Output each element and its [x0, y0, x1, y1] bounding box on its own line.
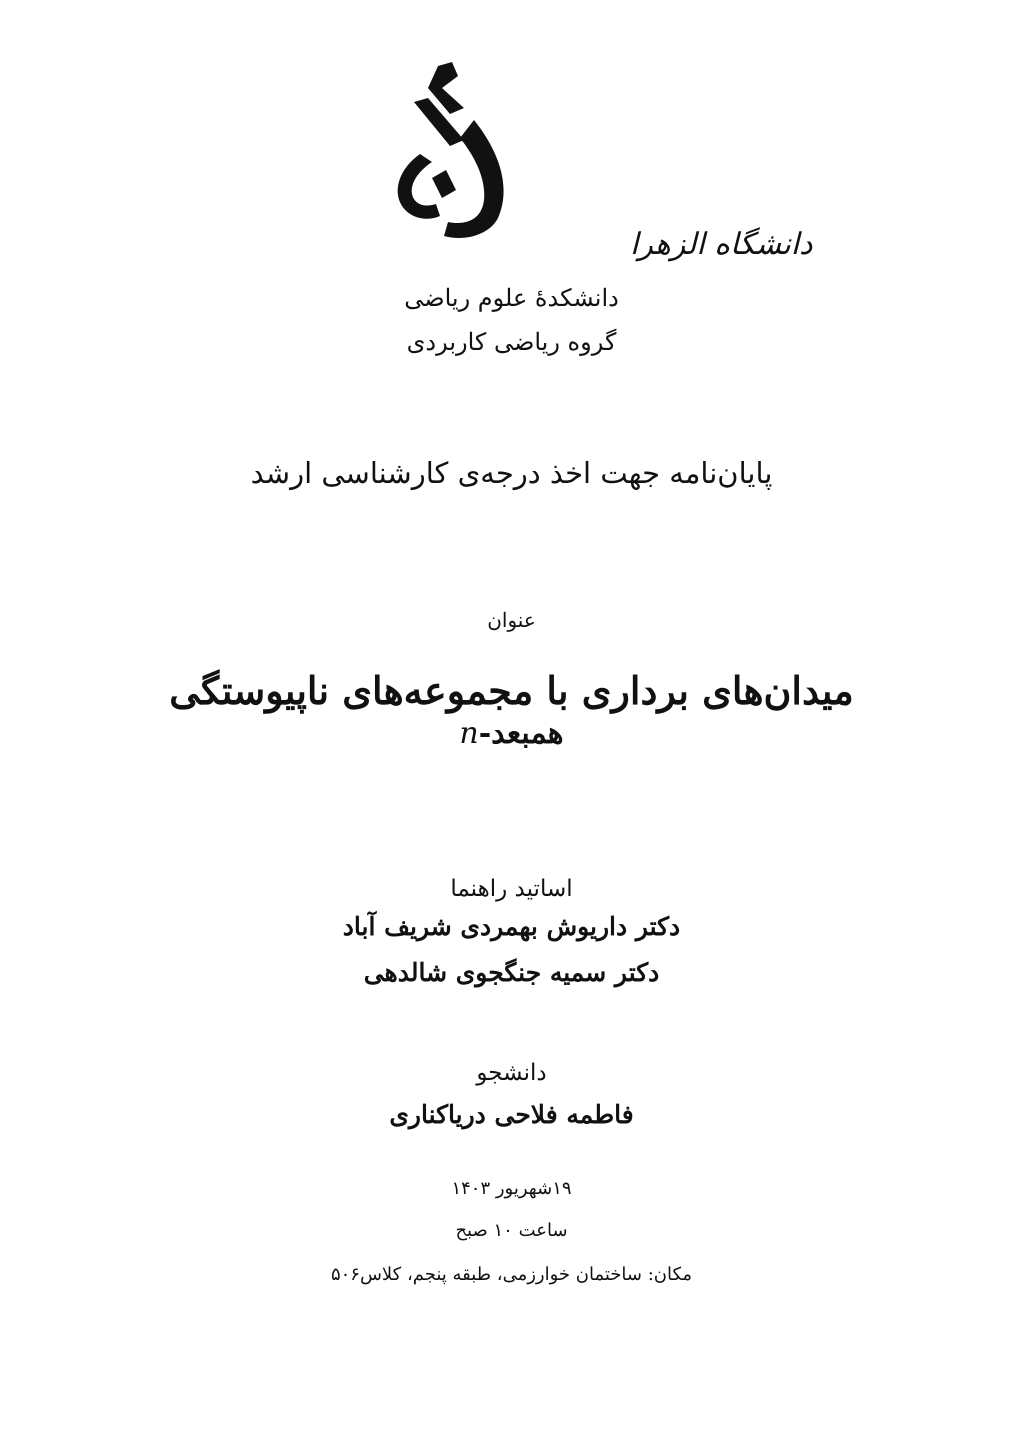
degree-statement: پایان‌نامه جهت اخذ درجه‌ی کارشناسی ارشد: [250, 456, 773, 490]
defense-location: مکان: ساختمان خوارزمی، طبقه پنجم، کلاس۵۰۶: [330, 1264, 693, 1285]
defense-time: ساعت ۱۰ صبح: [455, 1220, 568, 1241]
advisor-name-2: دکتر سمیه جنگجوی شالدهی: [363, 958, 660, 987]
student-name: فاطمه فلاحی دریاکناری: [389, 1100, 634, 1129]
alzahra-calligraphy-icon: [398, 62, 504, 238]
alzahra-university-logo: [380, 58, 813, 268]
advisors-label: اساتید راهنما: [450, 876, 573, 902]
title-label: عنوان: [487, 608, 536, 632]
advisor-name-1: دکتر داریوش بهمردی شریف آباد: [342, 912, 681, 941]
thesis-title-word: همبعد-: [478, 716, 564, 751]
student-label: دانشجو: [476, 1060, 547, 1086]
thesis-title-line1: میدان‌های برداری با مجموعه‌های ناپیوستگی: [169, 668, 854, 713]
logo-wordmark: دانشگاه الزهرا: [630, 227, 813, 262]
thesis-title-variable: n: [459, 716, 479, 751]
defense-date: ۱۹شهریور ۱۴۰۳: [451, 1178, 572, 1199]
thesis-title-line2: [0, 716, 1023, 751]
department-group: گروه ریاضی کاربردی: [406, 328, 617, 356]
faculty-name: دانشکدهٔ علوم ریاضی: [404, 284, 619, 312]
